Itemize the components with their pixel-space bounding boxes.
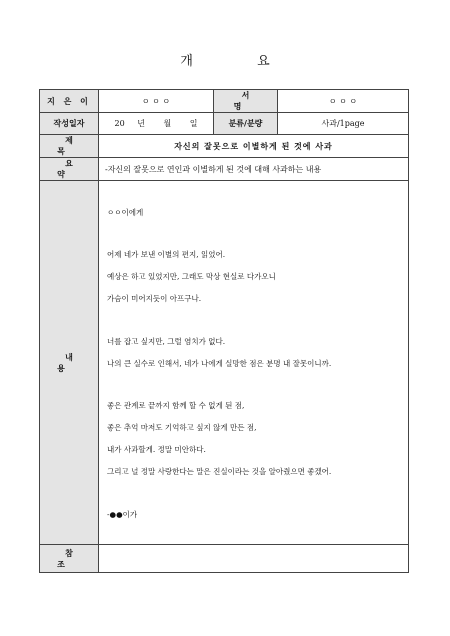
content-line: 그리고 널 정말 사랑한다는 말은 진실이라는 것을 알아줬으면 좋겠어. [107, 467, 332, 476]
content-line: -●●이가 [107, 510, 138, 519]
content-line: 내가 사과할게. 정말 미안하다. [107, 445, 206, 454]
reference-label-text: 참 조 [57, 548, 89, 569]
date-row [40, 113, 409, 135]
content-line: 나의 큰 실수로 인해서, 네가 나에게 실망한 점은 분명 내 잘못이니까. [107, 359, 332, 368]
signature-label-text: 서 명 [233, 91, 266, 111]
subject-value: 자신의 잘못으로 이별하게 된 것에 사과 [99, 135, 409, 158]
date-label: 작성일자 [40, 113, 99, 135]
date-year-unit: 년 [137, 119, 145, 128]
content-row [40, 181, 409, 545]
content-line: 어제 네가 보낸 이별의 편지, 읽었어. [107, 250, 226, 259]
document-form-table [39, 89, 409, 573]
author-value: ㅇ ㅇ ㅇ [99, 90, 214, 113]
content-label-text: 내 용 [57, 352, 89, 373]
reference-value [99, 545, 409, 573]
content-line: 너를 잡고 싶지만, 그럴 염치가 없다. [107, 337, 226, 346]
summary-label [40, 158, 99, 181]
content-line: 좋은 관계로 끝까지 함께 할 수 없게 된 점, [107, 401, 245, 410]
category-label: 분류/분량 [214, 113, 278, 135]
subject-label-text: 제 목 [57, 136, 89, 156]
content-label [40, 181, 99, 545]
author-row [40, 90, 409, 113]
content-body [99, 181, 409, 545]
signature-value: ㅇ ㅇ ㅇ [278, 90, 409, 113]
author-label: 지 은 이 [40, 90, 99, 113]
category-value: 사과/1page [278, 113, 409, 135]
summary-value: -자신의 잘못으로 연인과 이별하게 된 것에 대해 사과하는 내용 [99, 158, 409, 181]
content-line: 가슴이 미어지듯이 아프구나. [107, 294, 202, 303]
content-line: 예상은 하고 있었지만, 그래도 막상 현실로 다가오니 [107, 272, 276, 281]
summary-label-text: 요 약 [57, 159, 89, 179]
subject-label [40, 135, 99, 158]
subject-row [40, 135, 409, 158]
date-month-unit: 월 [163, 119, 172, 128]
date-day-unit: 일 [189, 119, 198, 128]
page-title: 개 요 [180, 54, 300, 69]
date-value [99, 113, 214, 135]
signature-label [214, 90, 278, 113]
content-line: 좋은 추억 마저도 기억하고 싶지 않게 만든 점, [107, 423, 257, 432]
content-line: ㅇㅇ이에게 [107, 208, 144, 217]
summary-row [40, 158, 409, 181]
reference-row [40, 545, 409, 573]
reference-label [40, 545, 99, 573]
date-year: 20 [114, 119, 125, 128]
